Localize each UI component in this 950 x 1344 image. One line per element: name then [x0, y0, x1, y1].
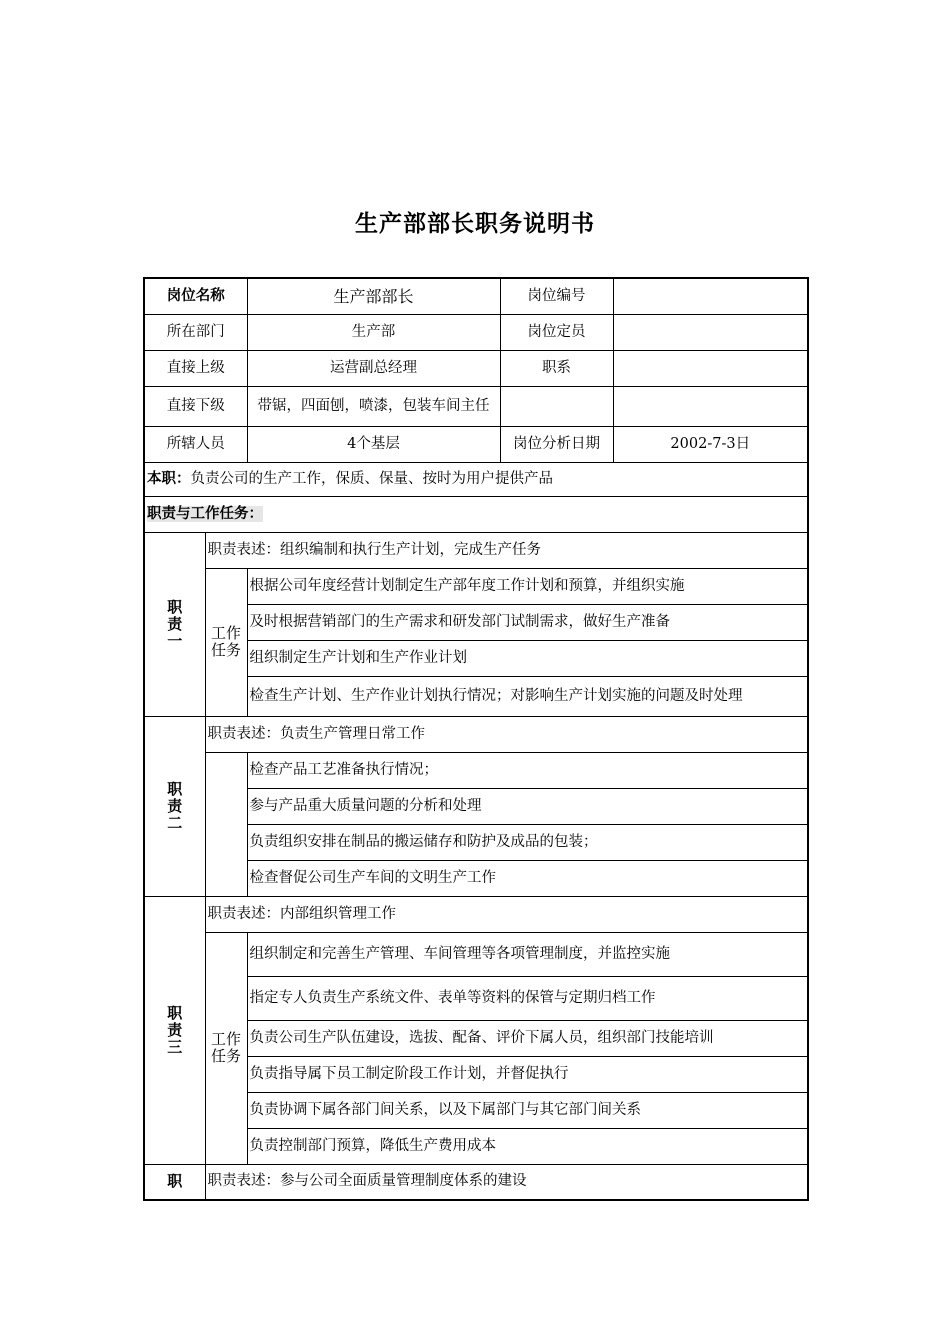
duty-1-task-3: 组织制定生产计划和生产作业计划 — [247, 640, 808, 676]
job-description-table — [143, 277, 809, 1201]
duty-3-label — [144, 896, 205, 1164]
duty-1-label-text: 职责一 — [167, 597, 183, 650]
job-series-label: 职系 — [500, 350, 613, 386]
analysis-date-value: 2002-7-3日 — [613, 426, 808, 462]
duty-1-task-4: 检查生产计划、生产作业计划执行情况；对影响生产计划实施的问题及时处理 — [247, 676, 808, 716]
row-superior — [144, 350, 808, 386]
department-label: 所在部门 — [144, 314, 247, 350]
row-duties-header — [144, 496, 808, 532]
duty-2-task-4: 检查督促公司生产车间的文明生产工作 — [247, 860, 808, 896]
row-department — [144, 314, 808, 350]
duty-3-label-text: 职责三 — [167, 1003, 183, 1056]
duty-3-task-row — [144, 932, 808, 976]
row-subordinate — [144, 386, 808, 426]
duty-3-task-2: 指定专人负责生产系统文件、表单等资料的保管与定期归档工作 — [247, 976, 808, 1020]
duty-2-task-label-empty — [205, 752, 247, 896]
duty-4-label: 职 — [144, 1164, 205, 1200]
duty-2-statement-row — [144, 716, 808, 752]
empty-cell — [500, 386, 613, 426]
duty-1-statement-row — [144, 532, 808, 568]
staff-label: 所辖人员 — [144, 426, 247, 462]
task-label-text: 工作任务 — [211, 1030, 242, 1065]
position-name-label: 岗位名称 — [144, 278, 247, 314]
duty-1-task-row — [144, 568, 808, 604]
duty-3-task-4: 负责指导属下员工制定阶段工作计划，并督促执行 — [247, 1056, 808, 1092]
empty-cell — [613, 386, 808, 426]
duty-3-statement-row — [144, 896, 808, 932]
duty-1-statement: 职责表述：组织编制和执行生产计划，完成生产任务 — [205, 532, 808, 568]
position-number-value — [613, 278, 808, 314]
duty-1-label — [144, 532, 205, 716]
duty-4-statement-row — [144, 1164, 808, 1200]
position-name-value: 生产部部长 — [247, 278, 500, 314]
department-value: 生产部 — [247, 314, 500, 350]
subordinate-value: 带锯，四面刨，喷漆，包装车间主任 — [247, 386, 500, 426]
duty-1-task-label — [205, 568, 247, 716]
analysis-date-label: 岗位分析日期 — [500, 426, 613, 462]
duty-2-statement: 职责表述：负责生产管理日常工作 — [205, 716, 808, 752]
duties-header: 职责与工作任务： — [147, 505, 263, 522]
duty-3-task-5: 负责协调下属各部门间关系，以及下属部门与其它部门间关系 — [247, 1092, 808, 1128]
staff-value: 4个基层 — [247, 426, 500, 462]
page-title: 生产部部长职务说明书 — [355, 211, 595, 237]
row-position-name — [144, 278, 808, 314]
duty-2-task-2: 参与产品重大质量问题的分析和处理 — [247, 788, 808, 824]
row-staff — [144, 426, 808, 462]
superior-value: 运营副总经理 — [247, 350, 500, 386]
duty-2-label-text: 职责二 — [167, 779, 183, 832]
duty-3-task-label — [205, 932, 247, 1164]
duty-2-task-1: 检查产品工艺准备执行情况； — [247, 752, 808, 788]
subordinate-label: 直接下级 — [144, 386, 247, 426]
duty-2-task-3: 负责组织安排在制品的搬运储存和防护及成品的包装； — [247, 824, 808, 860]
duty-3-statement: 职责表述：内部组织管理工作 — [205, 896, 808, 932]
duty-4-statement: 职责表述：参与公司全面质量管理制度体系的建设 — [205, 1164, 808, 1200]
duty-1-task-1: 根据公司年度经营计划制定生产部年度工作计划和预算，并组织实施 — [247, 568, 808, 604]
headcount-value — [613, 314, 808, 350]
duty-1-task-2: 及时根据营销部门的生产需求和研发部门试制需求，做好生产准备 — [247, 604, 808, 640]
row-main-duty — [144, 462, 808, 496]
main-duty-label: 本职： — [147, 470, 191, 487]
main-duty-text: 负责公司的生产工作，保质、保量、按时为用户提供产品 — [190, 470, 553, 487]
duty-3-task-1: 组织制定和完善生产管理、车间管理等各项管理制度，并监控实施 — [247, 932, 808, 976]
duty-2-task-row — [144, 752, 808, 788]
job-series-value — [613, 350, 808, 386]
duty-2-label — [144, 716, 205, 896]
headcount-label: 岗位定员 — [500, 314, 613, 350]
superior-label: 直接上级 — [144, 350, 247, 386]
position-number-label: 岗位编号 — [500, 278, 613, 314]
duty-3-task-3: 负责公司生产队伍建设，选拔、配备、评价下属人员，组织部门技能培训 — [247, 1020, 808, 1056]
task-label-text: 工作任务 — [211, 624, 242, 659]
duty-3-task-6: 负责控制部门预算，降低生产费用成本 — [247, 1128, 808, 1164]
